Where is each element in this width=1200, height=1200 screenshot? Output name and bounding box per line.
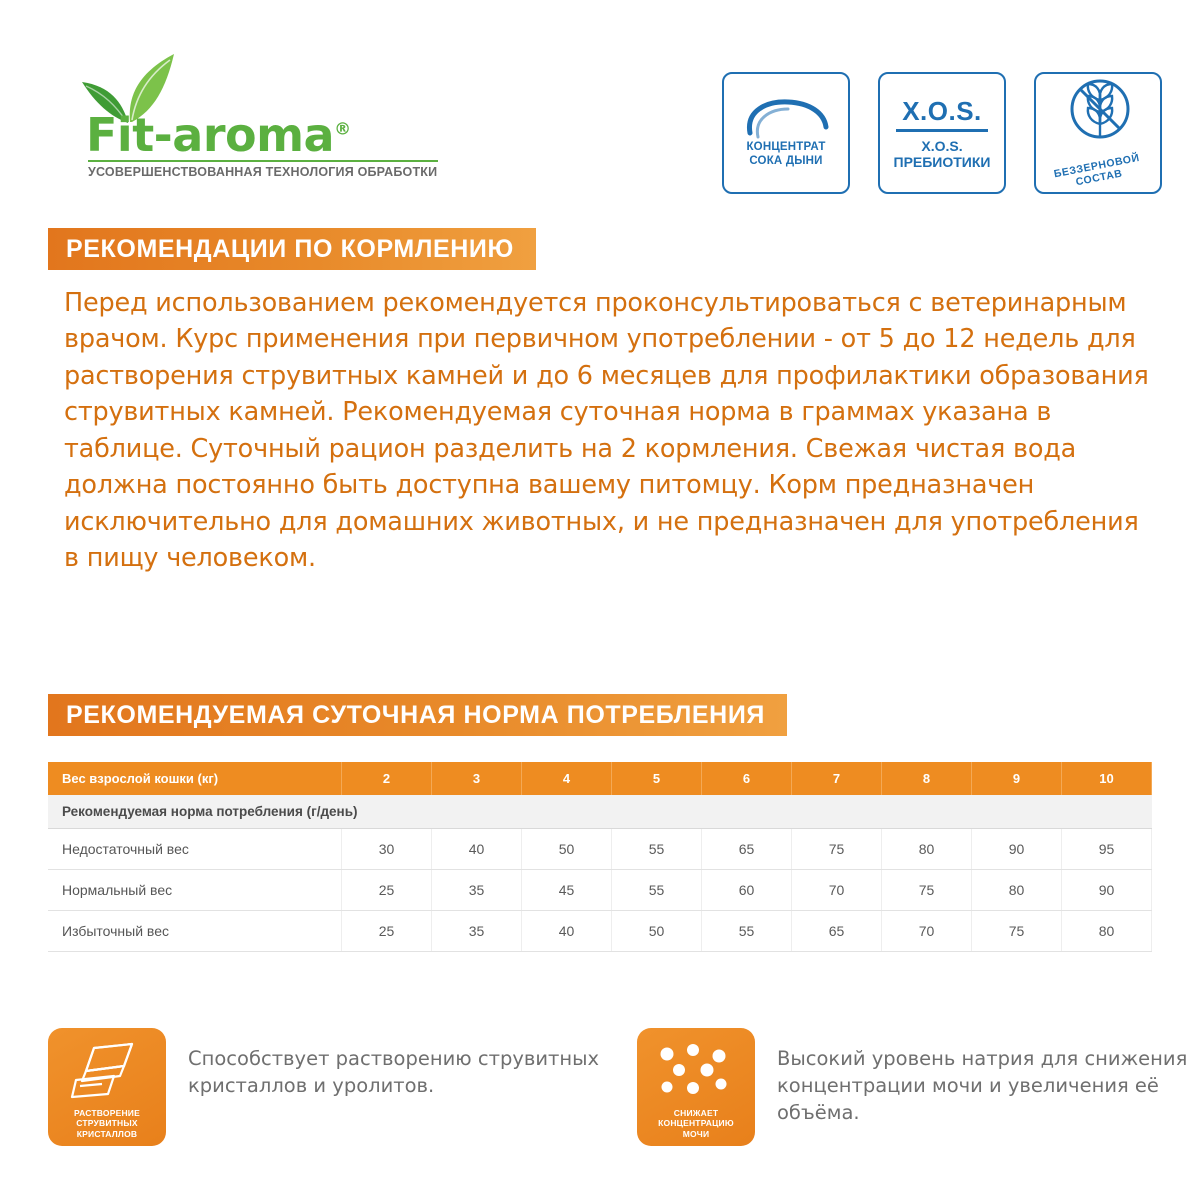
table-header-row	[48, 762, 1152, 795]
xos-sub-1: X.O.S.	[921, 137, 963, 154]
urine-icon-caption	[637, 1108, 755, 1139]
table-row	[48, 911, 1152, 952]
row-label-underweight: Недостаточный вес	[48, 829, 342, 870]
crystal-shape-icon	[68, 1040, 146, 1102]
xos-sub-2: ПРЕБИОТИКИ	[893, 154, 991, 170]
cell-normal-9: 80	[972, 870, 1062, 911]
table-header-cell-8: 8	[882, 762, 972, 795]
brand-tagline: УСОВЕРШЕНСТВОВАННАЯ ТЕХНОЛОГИЯ ОБРАБОТКИ	[88, 160, 438, 179]
daily-norm-section-title: РЕКОМЕНДУЕМАЯ СУТОЧНАЯ НОРМА ПОТРЕБЛЕНИЯ	[48, 694, 787, 736]
urine-concentration-icon	[637, 1028, 755, 1146]
table-header-cell-3: 3	[432, 762, 522, 795]
cell-normal-2: 25	[342, 870, 432, 911]
table-header-cell-4: 4	[522, 762, 612, 795]
table-row	[48, 829, 1152, 870]
caption-line-2: КОНЦЕНТРАЦИЮ	[658, 1118, 734, 1129]
table-head	[48, 762, 1152, 795]
registered-mark: ®	[334, 119, 351, 140]
cell-overweight-7: 65	[792, 911, 882, 952]
feature-urine-text: Высокий уровень натрия для снижения концентрации мочи и увеличения её объёма.	[777, 1047, 1188, 1124]
table-row	[48, 870, 1152, 911]
struvite-crystal-icon	[48, 1028, 166, 1146]
table-header-cell-6: 6	[702, 762, 792, 795]
swoosh-icon	[740, 97, 832, 143]
cell-overweight-2: 25	[342, 911, 432, 952]
table-subheader	[48, 795, 1152, 829]
table-header-cell-2: 2	[342, 762, 432, 795]
cell-overweight-4: 40	[522, 911, 612, 952]
row-label-normal: Нормальный вес	[48, 870, 342, 911]
cell-normal-6: 60	[702, 870, 792, 911]
row-label-overweight: Избыточный вес	[48, 911, 342, 952]
brand-name: Fit-aroma	[86, 108, 335, 162]
cell-underweight-10: 95	[1062, 829, 1152, 870]
cell-overweight-9: 75	[972, 911, 1062, 952]
cell-normal-8: 75	[882, 870, 972, 911]
caption-line-2: СТРУВИТНЫХ	[76, 1118, 138, 1129]
badge-line-1: КОНЦЕНТРАТ	[746, 141, 826, 154]
caption-line-3: МОЧИ	[682, 1128, 710, 1139]
cell-normal-3: 35	[432, 870, 522, 911]
feeding-section-title: РЕКОМЕНДАЦИИ ПО КОРМЛЕНИЮ	[48, 228, 536, 270]
brand-wordmark	[86, 108, 351, 162]
table-subheader-cell: Рекомендуемая норма потребления (г/день)	[48, 795, 1152, 829]
brand-logo	[48, 48, 438, 179]
caption-line-1: СНИЖАЕТ	[673, 1107, 719, 1118]
xos-prebiotics-badge	[878, 72, 1006, 194]
cell-underweight-9: 90	[972, 829, 1062, 870]
melon-juice-concentrate-badge	[722, 72, 850, 194]
table-header-cell-9: 9	[972, 762, 1062, 795]
cell-underweight-7: 75	[792, 829, 882, 870]
cell-normal-7: 70	[792, 870, 882, 911]
badge-group	[722, 72, 1162, 194]
xos-title: X.O.S.	[896, 96, 988, 132]
table-header-cell-10: 10	[1062, 762, 1152, 795]
feeding-instructions-text: Перед использованием рекомендуется проконсультироваться с ветеринарным врачом. Курс применения при первичном употреблении - от 5 до 12 недель для растворения струвитных камней и до 6 месяцев для профилактики образования струвитных камней. Рекомендуемая суточная норма в граммах указана в таблице. Суточный рацион разделить на 2 кормления. Свежая чистая вода должна постоянно быть доступна вашему питомцу. Корм предназначен исключительно для домашних животных, и не предназначен для употребления в пищу человеком.	[64, 288, 1149, 574]
cell-normal-4: 45	[522, 870, 612, 911]
feature-struvite-text: Способствует растворению струвитных кристаллов и уролитов.	[188, 1047, 600, 1097]
cell-overweight-3: 35	[432, 911, 522, 952]
cell-underweight-4: 50	[522, 829, 612, 870]
droplets-icon	[653, 1044, 739, 1100]
table-header-cell-5: 5	[612, 762, 702, 795]
cell-underweight-3: 40	[432, 829, 522, 870]
cell-overweight-6: 55	[702, 911, 792, 952]
table-subheader-row	[48, 795, 1152, 829]
table-body	[48, 829, 1152, 952]
cell-overweight-10: 80	[1062, 911, 1152, 952]
cell-overweight-8: 70	[882, 911, 972, 952]
cell-underweight-2: 30	[342, 829, 432, 870]
grain-free-badge	[1034, 72, 1162, 194]
feature-struvite-dissolution	[48, 1028, 618, 1146]
cell-normal-10: 90	[1062, 870, 1152, 911]
cell-overweight-5: 50	[612, 911, 702, 952]
cell-underweight-5: 55	[612, 829, 702, 870]
daily-norm-table	[48, 762, 1152, 952]
grain-free-label: БЕЗЗЕРНОВОЙ СОСТАВ	[1052, 151, 1141, 189]
table-header-cell-weight: Вес взрослой кошки (кг)	[48, 762, 342, 795]
table-header-cell-7: 7	[792, 762, 882, 795]
caption-line-1: РАСТВОРЕНИЕ	[74, 1107, 140, 1118]
cell-underweight-8: 80	[882, 829, 972, 870]
page-header	[0, 30, 1200, 190]
caption-line-3: КРИСТАЛЛОВ	[76, 1128, 138, 1139]
cell-underweight-6: 65	[702, 829, 792, 870]
wheat-crossed-out-icon	[1061, 78, 1139, 140]
cell-normal-5: 55	[612, 870, 702, 911]
badge-line-2: СОКА ДЫНИ	[749, 155, 823, 167]
feature-urine-concentration	[637, 1028, 1200, 1146]
struvite-icon-caption	[48, 1108, 166, 1139]
